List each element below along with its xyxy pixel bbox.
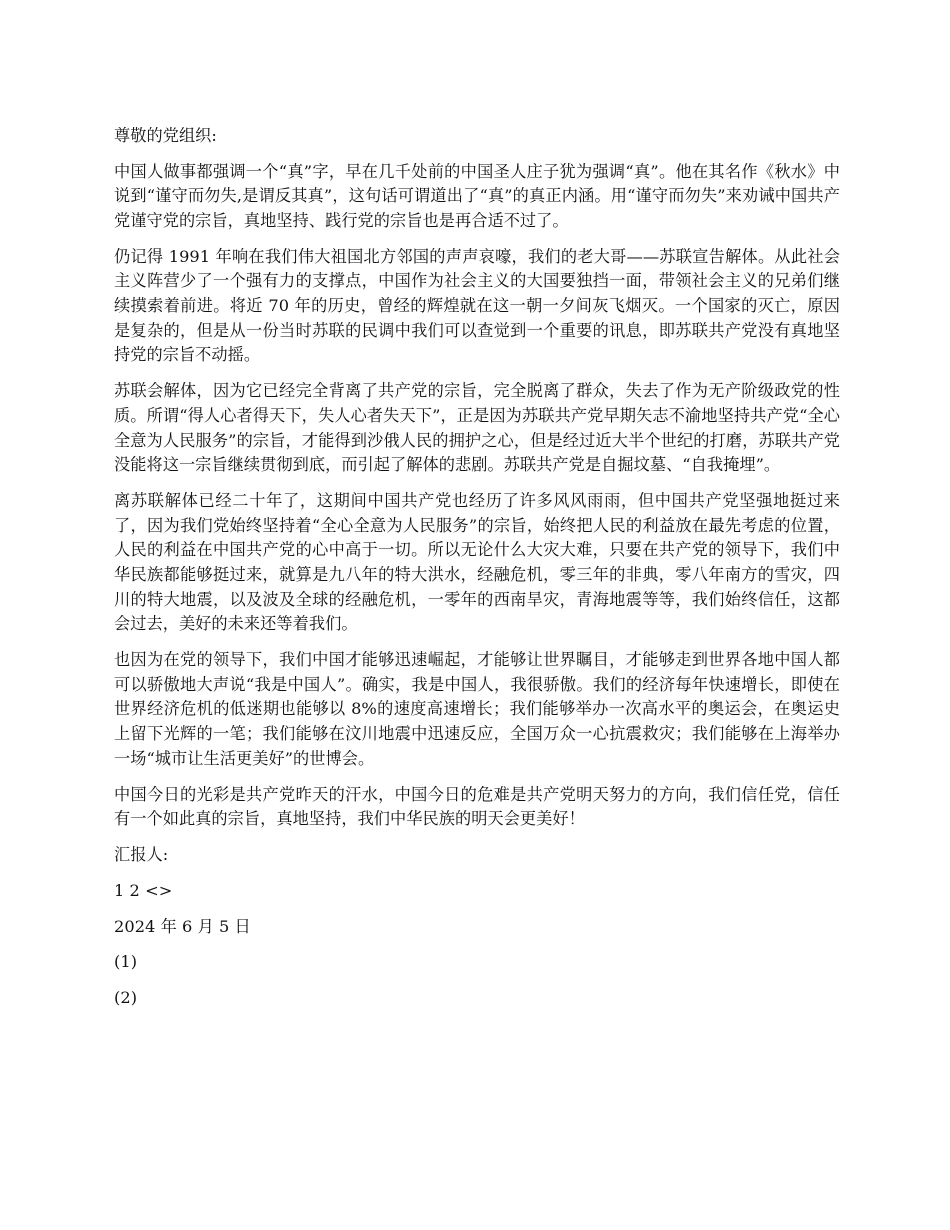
- page-navigation[interactable]: 1 2 <>: [114, 881, 173, 901]
- document-page: [114, 124, 840, 1021]
- note-2: (2): [114, 987, 138, 1007]
- report-date: 2024 年 6 月 5 日: [114, 916, 251, 936]
- salutation: 尊敬的党组织:: [114, 126, 217, 145]
- note-1: (1): [114, 952, 138, 972]
- paragraph-5: 也因为在党的领导下，我们中国才能够迅速崛起，才能够让世界瞩目，才能够走到世界各地中国人都可以骄傲地大声说“我是中国人”。确实，我是中国人，我很骄傲。我们的经济每年快速增长，即使在世界经济危机的低迷期也能够以 8%的速度高速增长；我们能够举办一次高水平的奥运会，在奥运史上留下光辉的一笔；我们能够在汶川地震中迅速反应，全国万众一心抗震救灾；我们能够在上海举办一场“城市让生活更美好”的世博会。: [114, 650, 840, 768]
- paragraph-6: 中国今日的光彩是共产党昨天的汗水，中国今日的危难是共产党明天努力的方向，我们信任党，信任有一个如此真的宗旨，真地坚持，我们中华民族的明天会更美好！: [114, 784, 840, 829]
- paragraph-4: 离苏联解体已经二十年了，这期间中国共产党也经历了许多风风雨雨，但中国共产党坚强地挺过来了，因为我们党始终坚持着“全心全意为人民服务”的宗旨，始终把人民的利益放在最先考虑的位置，人民的利益在中国共产党的心中高于一切。所以无论什么大灾大难，只要在共产党的领导下，我们中华民族都能够挺过来，就算是九八年的特大洪水，经融危机，零三年的非典，零八年南方的雪灾，四川的特大地震，以及波及全球的经融危机，一零年的西南旱灾，青海地震等等，我们始终信任，这都会过去，美好的未来还等着我们。: [114, 491, 840, 634]
- paragraph-3: 苏联会解体，因为它已经完全背离了共产党的宗旨，完全脱离了群众，失去了作为无产阶级政党的性质。所谓“得人心者得天下，失人心者失天下”，正是因为苏联共产党早期矢志不渝地坚持共产党“全心全意为人民服务”的宗旨，才能得到沙俄人民的拥护之心，但是经过近大半个世纪的打磨，苏联共产党没能将这一宗旨继续贯彻到底，而引起了解体的悲剧。苏联共产党是自掘坟墓、“自我掩埋”。: [114, 381, 840, 475]
- paragraph-2: 仍记得 1991 年响在我们伟大祖国北方邻国的声声哀嚎，我们的老大哥——苏联宣告解体。从此社会主义阵营少了一个强有力的支撑点，中国作为社会主义的大国要独挡一面，带领社会主义的兄弟们继续摸索着前进。将近 70 年的历史，曾经的辉煌就在这一朝一夕间灰飞烟灭。一个国家的灭亡，原因是复杂的，但是从一份当时苏联的民调中我们可以查觉到一个重要的讯息，即苏联共产党没有真地坚持党的宗旨不动摇。: [114, 246, 840, 365]
- reporter-label: 汇报人:: [114, 845, 169, 865]
- paragraph-1: 中国人做事都强调一个“真”字，早在几千处前的中国圣人庄子犹为强调“真”。他在其名作《秋水》中说到“谨守而勿失,是谓反其真”，这句话可谓道出了“真”的真正内涵。用“谨守而勿失”来劝诫中国共产党谨守党的宗旨，真地坚持、践行党的宗旨也是再合适不过了。: [114, 161, 840, 230]
